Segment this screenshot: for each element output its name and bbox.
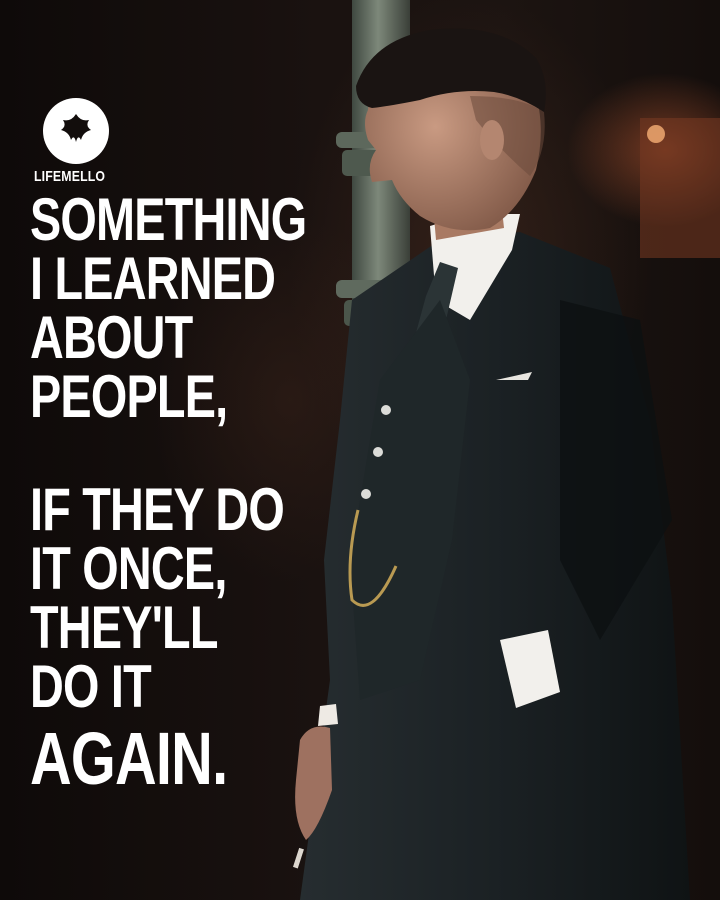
phoenix-icon <box>41 96 111 166</box>
quote-line: IF THEY DO <box>30 476 284 543</box>
quote-spacer <box>30 426 360 480</box>
quote-line: THEY'LL <box>30 594 218 661</box>
quote-line: SOMETHING <box>30 186 307 253</box>
quote-line: I LEARNED <box>30 245 276 312</box>
quote-text <box>30 186 360 800</box>
quote-line: DO IT <box>30 653 151 720</box>
brand-name: LIFEMELLO <box>34 168 106 185</box>
quote-line: ABOUT <box>30 304 193 371</box>
quote-emphasis: AGAIN. <box>30 717 228 800</box>
brand-mark <box>34 96 118 185</box>
quote-line: PEOPLE, <box>30 363 228 430</box>
quote-line: IT ONCE, <box>30 535 227 602</box>
